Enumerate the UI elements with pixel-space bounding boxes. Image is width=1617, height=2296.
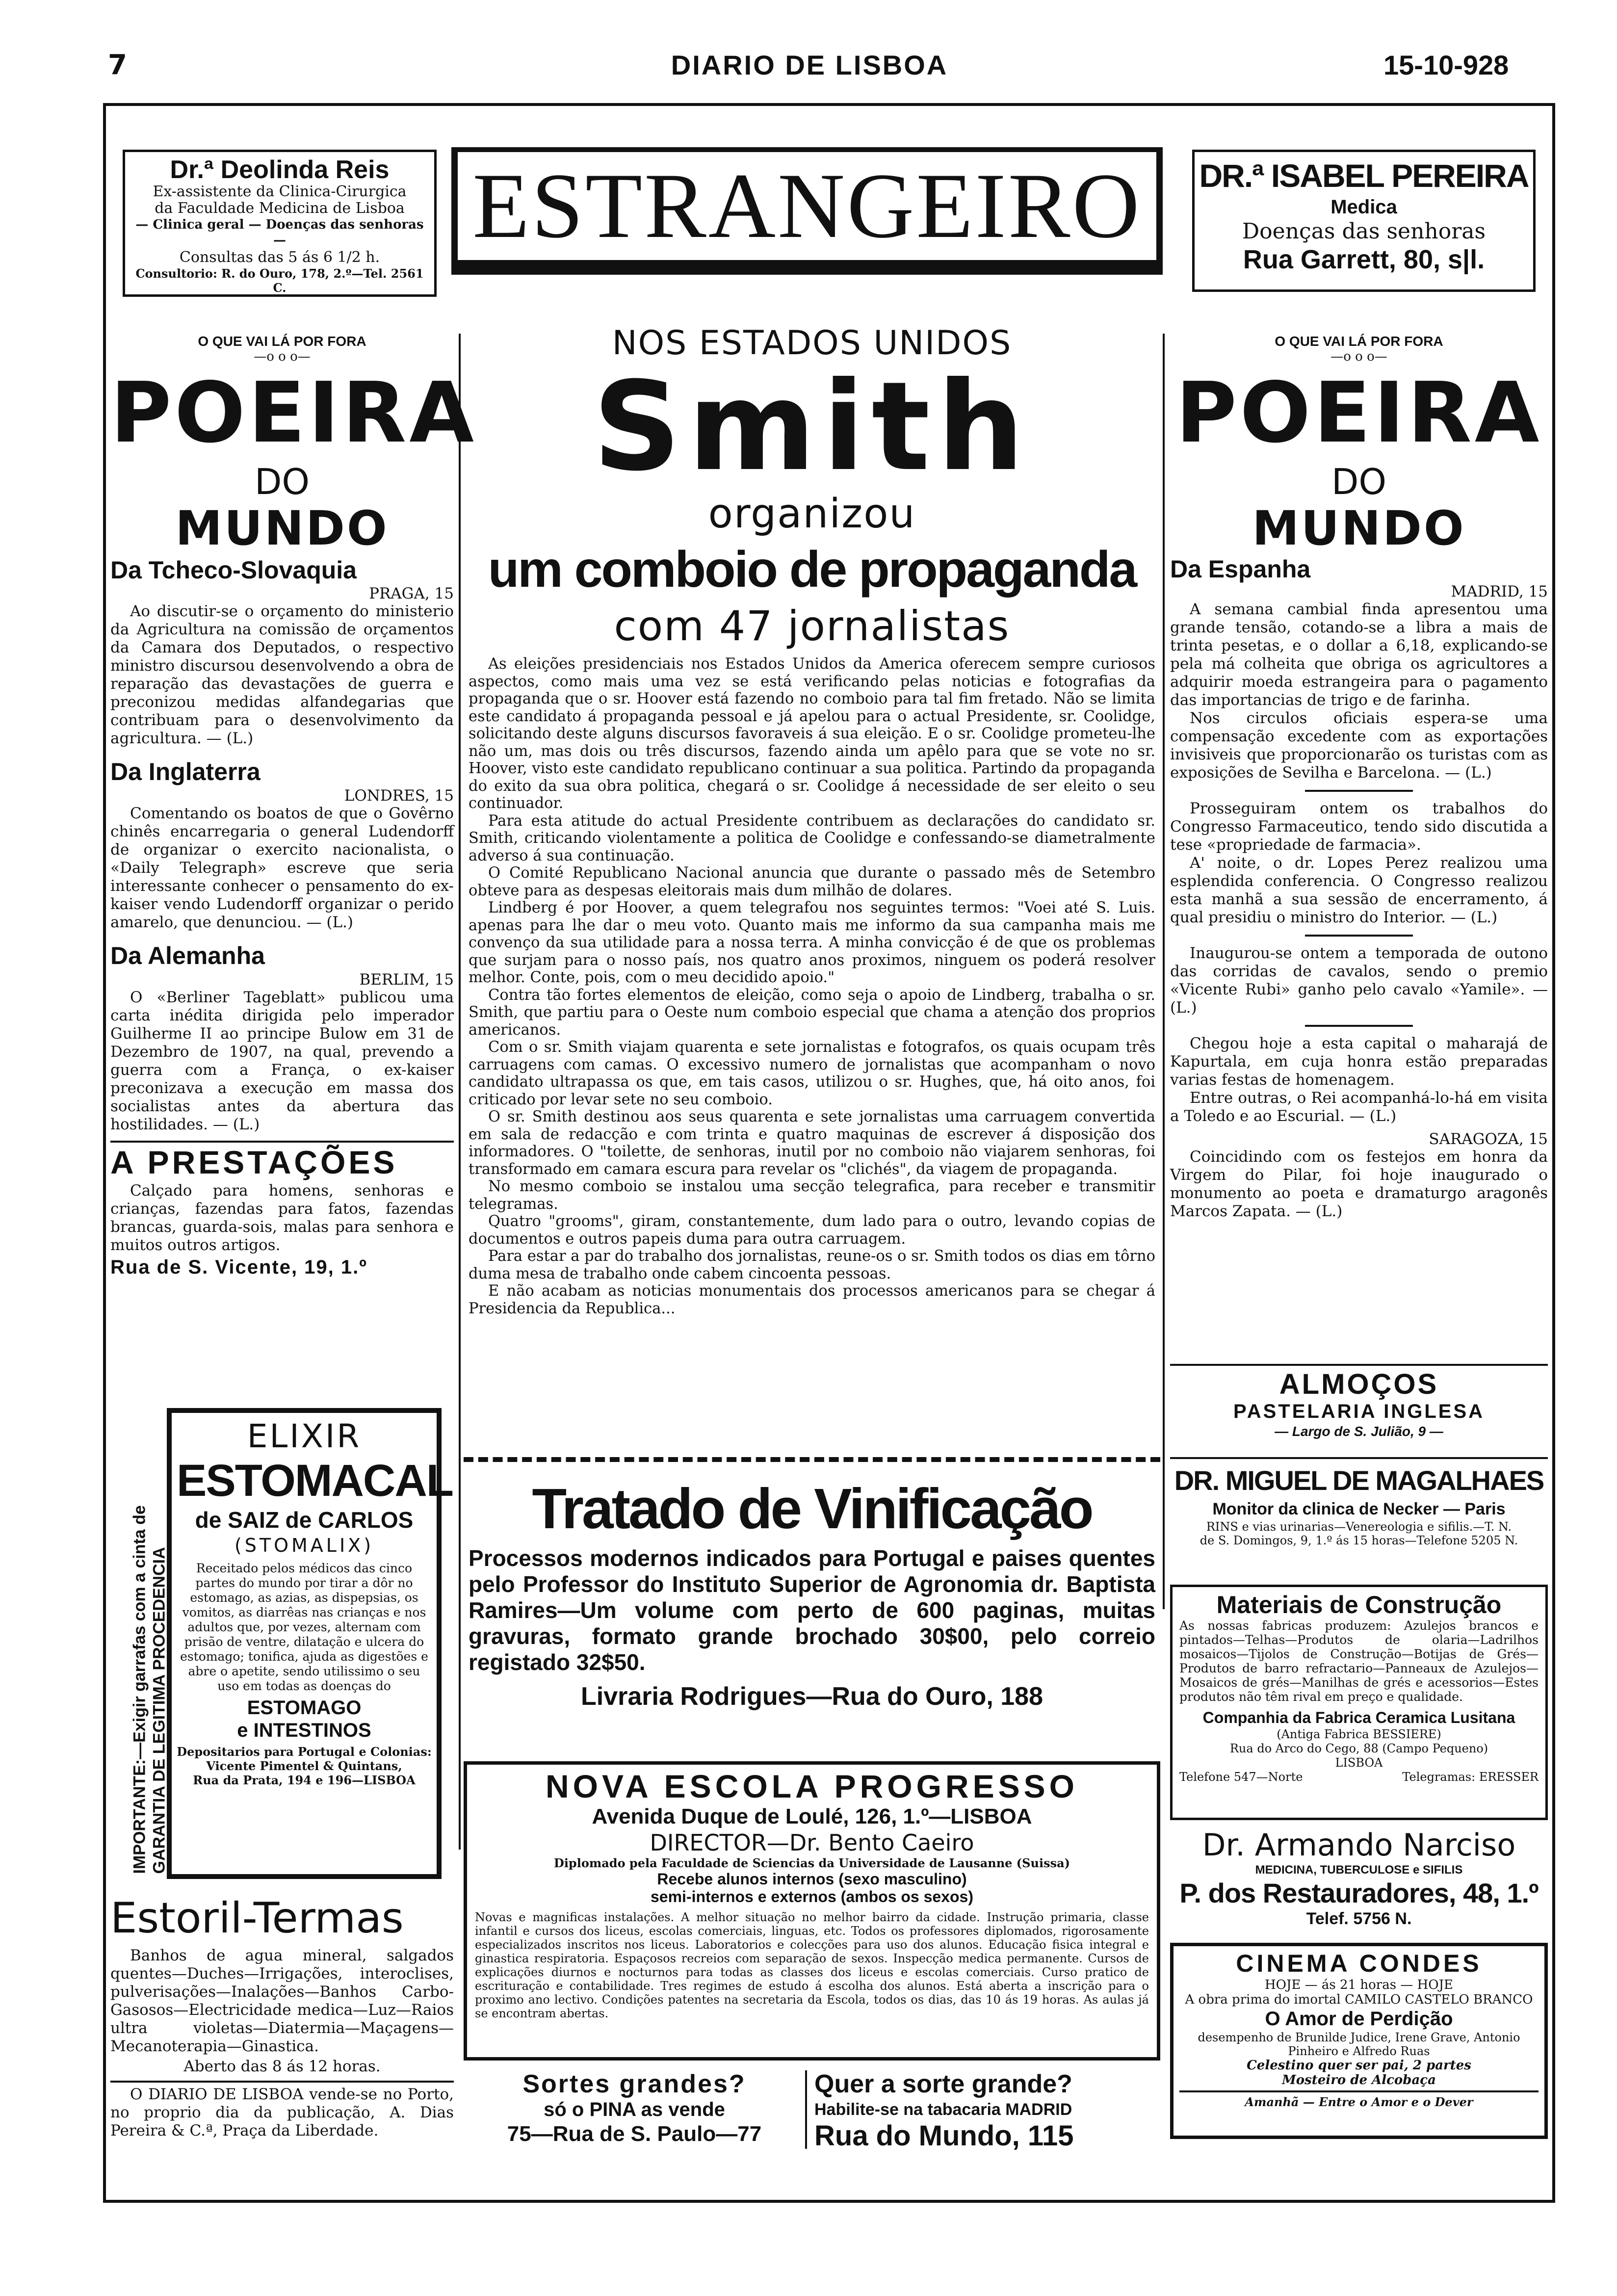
dateline: LONDRES, 15	[344, 787, 454, 805]
headline-organizou: organizou	[708, 491, 916, 537]
divider	[1305, 935, 1413, 937]
column-rule-left	[459, 334, 461, 1850]
quer-line: Rua do Mundo, 115	[814, 2120, 1074, 2152]
ad-quer-sorte	[809, 2070, 1158, 2152]
poeira-title: POEIRA	[110, 365, 477, 462]
article-body	[469, 655, 1155, 1317]
subhead-alemanha: Da Alemanha	[110, 942, 265, 969]
tratado-title: Tratado de Vinificação	[532, 1477, 1092, 1540]
sortes-line: só o PINA as vende	[544, 2099, 725, 2120]
materiais-line: Rua do Arco do Cego, 88 (Campo Pequeno)	[1229, 1742, 1488, 1755]
elixir-side-text	[110, 1403, 169, 1894]
cinema-film: O Amor de Perdição	[1265, 2008, 1453, 2030]
almocos-line: PASTELARIA INGLESA	[1233, 1401, 1485, 1422]
ad-materiais	[1170, 1585, 1548, 1820]
divider	[1305, 790, 1413, 792]
cinema-line: Mosteiro de Alcobaça	[1282, 2073, 1436, 2087]
ad-sortes-pina	[464, 2070, 807, 2149]
left-column	[110, 334, 477, 1280]
page-number: 7	[108, 49, 127, 81]
escola-address: Avenida Duque de Loulé, 126, 1.º—LISBOA	[592, 1804, 1032, 1828]
article-paragraph: Contra tão fortes elementos de eleição, como seja o apoio de Lindberg, trabalha o sr. Smith, que partiu para o Oeste num comboio especial que chama a atenção dos proprios americanos.	[469, 986, 1155, 1039]
escola-line: Recebe alunos internos (sexo masculino)	[657, 1870, 967, 1888]
subhead-inglaterra: Da Inglaterra	[110, 758, 261, 785]
armando-name: Dr. Armando Narciso	[1202, 1827, 1516, 1863]
cinema-line: HOJE — ás 21 horas — HOJE	[1265, 1978, 1453, 1992]
dateline: BERLIM, 15	[359, 971, 454, 989]
materiais-line: (Antiga Fabrica BESSIERE)	[1277, 1727, 1441, 1741]
news-paragraph: Entre outras, o Rei acompanhá-lo-há em visita a Toledo e ao Escurial. — (L.)	[1170, 1089, 1548, 1125]
elixir-depositarios: Depositarios para Portugal e Colonias:	[177, 1745, 432, 1759]
ad-doctor-name: DR.ª ISABEL PEREIRA	[1199, 157, 1529, 194]
article-paragraph: Para estar a par do trabalho dos jornalistas, reune-os o sr. Smith todos os dias em tôrno duma mesa de trabalho onde cabem cincoenta pessoas.	[469, 1248, 1155, 1282]
elixir-title-big: ESTOMACAL	[177, 1456, 453, 1506]
news-paragraph: Inaugurou-se ontem a temporada de outono das corridas de cavalos, sendo o premio «Vicente Rubi» ganho pelo cavalo «Yamile». — (L.)	[1170, 944, 1548, 1017]
materiais-line	[1179, 1770, 1539, 1784]
materiais-line: LISBOA	[1335, 1756, 1383, 1770]
poeira-do: DO	[1331, 461, 1387, 502]
materiais-title: Materiais de Construção	[1216, 1591, 1502, 1618]
ad-line: Doenças das senhoras	[1242, 219, 1486, 244]
ad-doctor-name: Dr.ª Deolinda Reis	[170, 156, 390, 184]
article-paragraph: Para esta atitude do actual Presidente contribuem as declarações do candidato sr. Smith, criticando violentamente a politica de Coolidge e confessando-se diametralmente adverso á sua continuação.	[469, 812, 1155, 864]
divider	[1305, 1025, 1413, 1027]
kicker: O QUE VAI LÁ POR FORA	[1275, 334, 1443, 349]
elixir-text: Receitado pelos médicos das cinco partes do mundo por tirar a dôr no estomago, as azias, as dispepsias, os vomitos, as diarrêas nas crianças e nos adultos que, por vezes, alternam com prisão de ventre, dilatação e ulcera do estomago; tonifica, ajuda as digestões e abre o apetite, sendo utilissimo o seu uso em todas as doenças do	[180, 1561, 428, 1693]
newspaper-name: DIARIO DE LISBOA	[671, 50, 948, 80]
miguel-line: RINS e vias urinarias—Venereologia e sifilis.—T. N. de S. Domingos, 9, 1.º ás 15 horas—Telefone 5205 N.	[1200, 1520, 1518, 1547]
headline-smith: Smith	[593, 355, 1031, 498]
ornament: —o o o—	[254, 349, 311, 364]
armando-address: P. dos Restauradores, 48, 1.º	[1179, 1878, 1539, 1908]
elixir-intestinos: e INTESTINOS	[237, 1720, 371, 1741]
elixir-depositarios: Vicente Pimentel & Quintans,	[206, 1759, 402, 1773]
news-paragraph: Ao discutir-se o orçamento do ministerio da Agricultura na comissão de orçamentos da Camara dos Deputados, o respectivo ministro discursou desenvolvendo a obra de reparação das devastações de guerra e preconizou medidas alfandegarias que contribuam para o desenvolvimento da agricultura. — (L.)	[110, 602, 454, 747]
armando-line: MEDICINA, TUBERCULOSE e SIFILIS	[1255, 1863, 1463, 1877]
prestacoes-text: Calçado para homens, senhoras e crianças, fazendas para fatos, fazendas brancas, guarda-sois, malas para senhora e muitos outros artigos.	[110, 1182, 454, 1254]
article-paragraph: O sr. Smith destinou aos seus quarenta e sete jornalistas uma carruagem convertida em sala de redacção e com trinta e quatro maquinas de escrever á disposição dos informadores. O "toilette, de senhoras, inutil por no comboio não viajarem senhoras, foi transformado em camara escura para revelar os "clichés", da viagem de propaganda.	[469, 1108, 1155, 1178]
almocos-line: — Largo de S. Julião, 9 —	[1275, 1424, 1443, 1439]
news-paragraph: Comentando os boatos de que o Govêrno chinês encarregaria o general Ludendorff de organizar o exercito nacionalista, o «Daily Telegraph» escreve que seria interessante conhecer o pensamento do ex-kaiser vendo Ludendorff organizar o perido amarelo, que denunciou. — (L.)	[110, 805, 454, 931]
news-paragraph: O «Berliner Tageblatt» publicou uma carta inédita dirigida pelo imperador Guilherme II ao principe Bulow em 31 de Dezembro de 1907, na qual, prevendo a guerra com a França, o ex-kaiser preconizava a execução em massa dos socialistas antes da abertura das hostilidades. — (L.)	[110, 989, 454, 1133]
right-column	[1170, 334, 1548, 1221]
estoril-hours: Aberto das 8 ás 12 horas.	[183, 2058, 381, 2075]
escola-diploma: Diplomado pela Faculdade de Sciencias da Universidade de Lausanne (Suissa)	[554, 1856, 1070, 1870]
issue-date: 15-10-928	[1383, 50, 1509, 80]
ad-deolinda-reis	[123, 150, 437, 297]
divider	[110, 2081, 454, 2083]
subhead-tchecoslovaquia: Da Tcheco-Slovaquia	[110, 556, 357, 584]
article-paragraph: Quatro "grooms", giram, constantemente, dum lado para o outro, levando copias de documentos e outros papeis duma para outra carruagem.	[469, 1213, 1155, 1248]
news-paragraph: A semana cambial finda apresentou uma grande tensão, cotando-se a libra a mais de trinta pesetas, e o dollar a 6,18, explicando-se pela má colheita que obriga os agricultores a adquirir moeda estrangeira para o pagamento das importancias de trigo e de farinha.	[1170, 600, 1548, 709]
elixir-side-line: GARANTIA DE LEGITIMA PROCEDENCIA	[150, 1547, 169, 1874]
divider	[1179, 2090, 1539, 2092]
dateline: PRAGA, 15	[369, 585, 454, 602]
article-paragraph: Com o sr. Smith viajam quarenta e sete jornalistas e fotografos, os quais ocupam três carruagens com camas. O excessivo numero de jornalistas que acompanham o novo candidato ultrapassa os que, em tais casos, utilizou o sr. Hughes, que, há oito anos, foi criticado por levar sete no seu comboio.	[469, 1039, 1155, 1108]
dateline: MADRID, 15	[1451, 583, 1548, 600]
cinema-title: CINEMA CONDES	[1236, 1950, 1482, 1977]
ad-estoril-termas	[110, 1894, 454, 2140]
escola-title: NOVA ESCOLA PROGRESSO	[545, 1768, 1078, 1804]
escola-line: semi-internos e externos (ambos os sexos)	[651, 1888, 973, 1905]
elixir-brand: de SAIZ de CARLOS	[195, 1507, 414, 1533]
ad-armando-narciso	[1170, 1827, 1548, 1929]
cinema-line: A obra prima do imortal CAMILO CASTELO BRANCO	[1185, 1992, 1533, 2007]
center-column	[469, 324, 1155, 1317]
column-rule-right	[1163, 334, 1165, 1609]
ad-isabel-pereira	[1192, 150, 1536, 292]
article-paragraph: O Comité Republicano Nacional anuncia que durante o passado mês de Setembro obteve para as despesas eleitorais mais dum milhão de dolares.	[469, 864, 1155, 899]
quer-line: Quer a sorte grande?	[814, 2070, 1072, 2098]
ad-elixir-estomacal	[167, 1408, 453, 1879]
cinema-line: desempenho de Brunilde Judice, Irene Grave, Antonio Pinheiro e Alfredo Ruas	[1198, 2031, 1520, 2058]
article-paragraph: As eleições presidenciais nos Estados Unidos da America oferecem sempre curiosos aspectos, como mais uma vez se está verificando pelas noticias e fotografias da propaganda que o sr. Hoover está fazendo no comboio para tal fim fretado. Não se limita este candidato á propaganda pessoal e já apelou para o actual Presidente, sr. Coolidge, solicitando deste alguns discursos favoraveis á sua eleição. E o sr. Coolidge prometeu-lhe não um, mas dois ou três discursos, fazendo ainda um apêlo para que se vote no sr. Hoover, visto este candidato republicano continuar a sua politica. Partindo da propaganda do exito da sua obra politica, chegará o sr. Coolidge á necessidade de ser eleito o seu continuador.	[469, 655, 1155, 812]
section-title-text: ESTRANGEIRO	[458, 152, 1156, 260]
section-title	[451, 147, 1163, 275]
poeira-title: POEIRA	[1175, 365, 1542, 462]
escola-text: Novas e magnificas instalações. A melhor situação no melhor bairro da cidade. Instrução primaria, classe infantil e cursos dos liceus, escolas comerciais, linguas, etc. Todos os professores diplomados, rigorosamente especializados inscritos nos liceus. Laboratorios e colecções para uso dos alunos. Educação fisica integral e ginastica respiratoria. Espaçosos recreios com separação de sexos. Inspecção medica permanente. Cursos de explicações diurnos e nocturnos para todas as classes dos liceus e escolas comerciais. Curso pratico de escrituração e contabilidade. Tres regimes de estudo á escolha dos alunos. Está aberta a inscrição para o proximo ano lectivo. Condições patentes na secretaria da Escola, todos os dias, das 10 ás 19 horas. As aulas já se encontram abertas.	[475, 1910, 1149, 2020]
ad-line: Rua Garrett, 80, s|l.	[1243, 245, 1485, 274]
ad-line: — Clinica geral — Doenças das senhoras —	[135, 217, 424, 248]
article-paragraph: E não acabam as noticias monumentais dos processos americanos para se chegar á Presidencia da Republica...	[469, 1282, 1155, 1317]
sortes-line: Sortes grandes?	[522, 2070, 746, 2098]
miguel-name: DR. MIGUEL DE MAGALHAES	[1174, 1465, 1544, 1496]
poeira-do: DO	[254, 461, 310, 502]
elixir-stomalix: (STOMALIX)	[234, 1535, 374, 1556]
elixir-side-line: IMPORTANTE:—Exigir garrafas com a cinta de	[130, 1505, 149, 1874]
ornament: —o o o—	[1330, 349, 1387, 364]
kicker: O QUE VAI LÁ POR FORA	[198, 334, 366, 349]
porto-note: O DIARIO DE LISBOA vende-se no Porto, no proprio dia da publicação, A. Dias Pereira & C.ª, Praça da Liberdade.	[110, 2086, 454, 2139]
ad-line: Consultas das 5 ás 6 1/2 h.	[179, 249, 380, 266]
tratado-text: Processos modernos indicados para Portugal e paises quentes pelo Professor do Instituto Superior de Agronomia dr. Baptista Ramires—Um volume com perto de 600 paginas, muitas gravuras, formato grande brochado 30$00, pelo correio registado 32$50.	[469, 1545, 1155, 1675]
ad-line: Ex-assistente da Clinica-Cirurgica	[153, 183, 407, 200]
news-paragraph: Prosseguiram ontem os trabalhos do Congresso Farmaceutico, tendo sido discutida a tese «propriedade de farmacia».	[1170, 800, 1548, 854]
news-paragraph: Coincidindo com os festejos em honra da Virgem do Pilar, foi hoje inaugurado o monumento ao poeta e dramaturgo aragonês Marcos Zapata. — (L.)	[1170, 1148, 1548, 1220]
article-paragraph: Lindberg é por Hoover, a quem telegrafou nos seguintes termos: "Voei até S. Luis. apenas para lhe dar o meu voto. Quanto mais me informo da sua campanha mais me convenço da sua utilidade para a nossa terra. A minha convicção é de que os problemas que surjam para o nosso país, nos quatro anos proximos, ninguem os poderá resolver melhor. Conte, pois, com o meu decidido apoio."	[469, 899, 1155, 986]
ad-cinema-condes	[1170, 1943, 1548, 2139]
headline-jornalistas: com 47 jornalistas	[614, 602, 1010, 650]
miguel-line: Monitor da clinica de Necker — Paris	[1212, 1500, 1506, 1518]
armando-phone: Telef. 5756 N.	[1306, 1909, 1412, 1928]
materiais-phone: Telefone 547—Norte	[1179, 1770, 1303, 1784]
quer-line: Habilite-se na tabacaria MADRID	[814, 2100, 1072, 2119]
sortes-line: 75—Rua de S. Paulo—77	[507, 2122, 762, 2146]
elixir-estomago: ESTOMAGO	[247, 1697, 362, 1719]
center-kicker: NOS ESTADOS UNIDOS	[612, 324, 1012, 363]
prestacoes-address: Rua de S. Vicente, 19, 1.º	[110, 1256, 367, 1278]
prestacoes-title: A PRESTAÇÕES	[110, 1144, 398, 1180]
estoril-text: Banhos de agua mineral, salgados quentes—Duches—Irrigações, interoclises, pulverisações—Inalações—Banhos Carbo-Gasosos—Electricidade medica—Luz—Raios ultra violetas—Diatermia—Maçagens—Mecanoterapia—Ginastica.	[110, 1947, 454, 2055]
ad-tratado-vinificacao	[464, 1457, 1160, 1751]
ad-line: Medica	[1330, 196, 1397, 218]
ad-nova-escola	[464, 1761, 1160, 2061]
estoril-title: Estoril-Termas	[110, 1894, 404, 1943]
ad-line: Consultorio: R. do Ouro, 178, 2.º—Tel. 2561 C.	[135, 266, 424, 295]
article-paragraph: No mesmo comboio se instalou uma secção telegrafica, para receber e transmitir telegramas.	[469, 1178, 1155, 1213]
news-paragraph: A' noite, o dr. Lopes Perez realizou uma esplendida conferencia. O Congresso realizou esta manhã a sua sessão de encerramento, á qual presidiu o ministro do Interior. — (L.)	[1170, 854, 1548, 926]
materiais-telegram: Telegramas: ERESSER	[1402, 1770, 1539, 1784]
subhead-espanha: Da Espanha	[1170, 555, 1311, 583]
ad-line: da Faculdade Medicina de Lisboa	[155, 200, 405, 217]
dateline: SARAGOZA, 15	[1429, 1130, 1548, 1148]
escola-director: DIRECTOR—Dr. Bento Caeiro	[650, 1829, 974, 1856]
materiais-text: As nossas fabricas produzem: Azulejos brancos e pintados—Telhas—Produtos de olaria—Ladrilhos mosaicos—Tijolos de Construção—Botijas de Grés—Produtos de barro refractario—Panneaux de Azulejos—Mosaicos de grés—Manilhas de grés e acessorios—Estes produtos não têm rival em preço e qualidade.	[1179, 1618, 1539, 1704]
poeira-mundo: MUNDO	[175, 501, 389, 556]
headline-comboio: um comboio de propaganda	[488, 541, 1136, 598]
almocos-title: ALMOÇOS	[1279, 1368, 1439, 1400]
cinema-line: Amanhã — Entre o Amor e o Dever	[1245, 2095, 1473, 2109]
materiais-company: Companhia da Fabrica Ceramica Lusitana	[1202, 1709, 1515, 1726]
elixir-title: ELIXIR	[247, 1417, 362, 1455]
ad-almocos	[1170, 1364, 1548, 1440]
cinema-line: Celestino quer ser pai, 2 partes	[1247, 2058, 1471, 2073]
poeira-mundo: MUNDO	[1252, 501, 1466, 556]
tratado-shop: Livraria Rodrigues—Rua do Ouro, 188	[581, 1682, 1043, 1711]
news-paragraph: Chegou hoje a esta capital o maharajá de Kapurtala, em cuja honra estão preparadas varias festas de homenagem.	[1170, 1035, 1548, 1089]
news-paragraph: Nos circulos oficiais espera-se uma compensação excedente com as exportações invisiveis que proporcionarão os turistas com as exposições de Sevilha e Barcelona. — (L.)	[1170, 709, 1548, 782]
elixir-depositarios: Rua da Prata, 194 e 196—LISBOA	[193, 1773, 416, 1787]
divider	[110, 1141, 454, 1143]
ad-miguel-magalhaes	[1170, 1457, 1548, 1547]
